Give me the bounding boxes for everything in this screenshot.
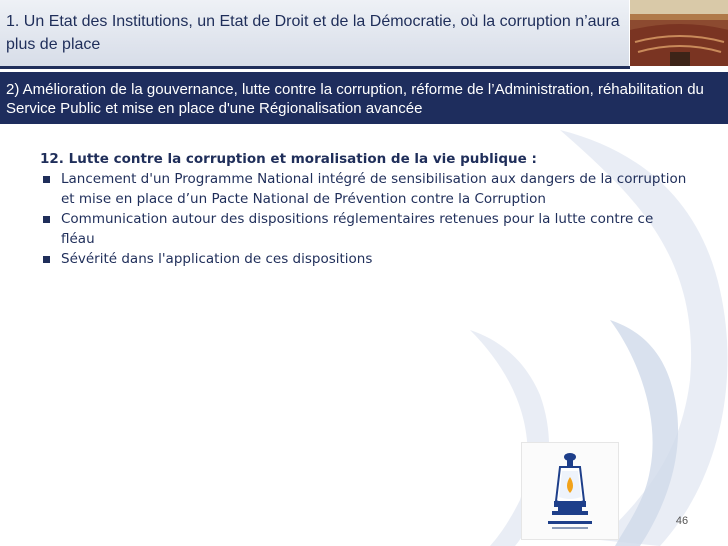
content-body bbox=[40, 149, 690, 269]
lamp-logo-icon bbox=[522, 443, 618, 539]
square-bullet-icon bbox=[43, 256, 50, 263]
square-bullet-icon bbox=[43, 216, 50, 223]
header-title: 1. Un Etat des Institutions, un Etat de Droit et de la Démocratie, où la corruption n’aura plus de place bbox=[6, 13, 620, 53]
section-heading: 12. Lutte contre la corruption et moralisation de la vie publique : bbox=[40, 151, 537, 167]
bullet-list bbox=[40, 169, 690, 269]
subheader-title: 2) Amélioration de la gouvernance, lutte contre la corruption, réforme de l’Administration, réhabilitation du Service Public et mise en place d'une Régionalisation avancée bbox=[6, 81, 704, 117]
bullet-text: Communication autour des dispositions réglementaires retenues pour la lutte contre ce fléau bbox=[61, 211, 654, 247]
party-logo bbox=[521, 442, 619, 540]
parliament-photo bbox=[629, 0, 728, 66]
page-number: 46 bbox=[675, 515, 689, 527]
bullet-text: Sévérité dans l'application de ces dispositions bbox=[61, 251, 373, 267]
subheader-band bbox=[0, 72, 728, 124]
list-item bbox=[40, 209, 690, 249]
parliament-photo-image bbox=[630, 0, 728, 66]
bullet-text: Lancement d'un Programme National intégré de sensibilisation aux dangers de la corruption et mise en place d’un Pacte National de Prévention contre la Corruption bbox=[61, 171, 687, 207]
square-bullet-icon bbox=[43, 176, 50, 183]
list-item bbox=[40, 169, 690, 209]
list-item bbox=[40, 249, 690, 269]
header-band bbox=[0, 0, 630, 69]
